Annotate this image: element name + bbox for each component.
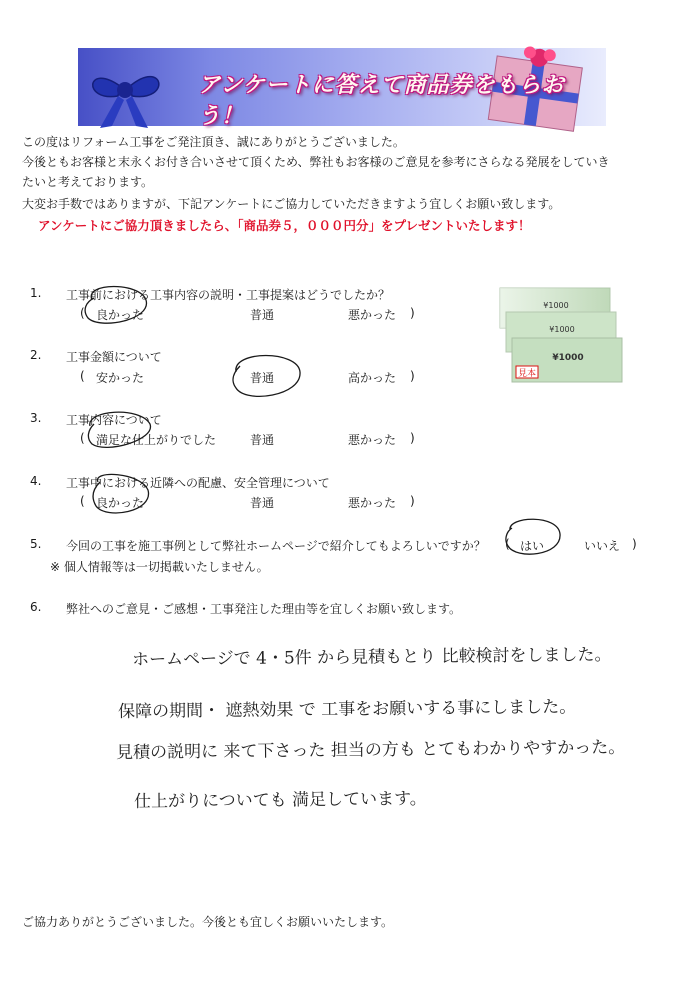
q3-text: 工事内容について bbox=[66, 413, 162, 427]
q3-option-bad[interactable]: 悪かった bbox=[348, 433, 397, 447]
intro-line-1: この度はリフォーム工事をご発注頂き、誠にありがとうございました。 bbox=[22, 135, 405, 149]
q4-option-normal[interactable]: 普通 bbox=[250, 496, 275, 510]
voucher-value-3: ¥1000 bbox=[552, 353, 584, 363]
q1-close-paren: ) bbox=[410, 306, 415, 320]
q2-answer-circle bbox=[233, 356, 300, 397]
q5-answer-circle bbox=[506, 519, 560, 554]
voucher-sample-stamp: 見本 bbox=[517, 369, 537, 379]
q5-number: 5. bbox=[30, 537, 42, 551]
present-notice: アンケートにご協力頂きましたら、「商品券５，０００円分」をプレゼントいたします！ bbox=[38, 218, 531, 233]
comment-line-2: 保障の期間・ 遮熱効果 で 工事をお願いする事にしました。 bbox=[117, 697, 577, 722]
comment-line-1: ホームページで 4・5件 から見積もとり 比較検討をしました。 bbox=[131, 644, 612, 670]
q4-option-bad[interactable]: 悪かった bbox=[348, 496, 397, 510]
q2-option-normal[interactable]: 普通 bbox=[250, 371, 275, 385]
q5-option-yes[interactable]: はい bbox=[520, 539, 545, 553]
q3-open-paren: ( bbox=[80, 431, 85, 445]
q4-text: 工事中における近隣への配慮、安全管理について bbox=[66, 476, 330, 490]
q2-option-cheap[interactable]: 安かった bbox=[96, 371, 145, 385]
q1-text: 工事前における工事内容の説明・工事提案はどうでしたか？ bbox=[66, 288, 391, 302]
q4-number: 4. bbox=[30, 474, 42, 488]
voucher-value-1: ¥1000 bbox=[543, 301, 569, 310]
q2-text: 工事金額について bbox=[66, 350, 162, 364]
q2-open-paren: ( bbox=[80, 369, 85, 383]
q2-number: 2. bbox=[30, 348, 42, 362]
banner-title: アンケートに答えて商品券をもらおう！ bbox=[198, 73, 565, 129]
comment-line-4: 仕上がりについても 満足しています。 bbox=[133, 788, 427, 812]
comment-line-3: 見積の説明に 来て下さった 担当の方も とてもわかりやすかった。 bbox=[115, 737, 626, 763]
q5-text: 今回の工事を施工事例として弊社ホームページで紹介してもよろしいですか？ bbox=[66, 539, 486, 553]
q1-number: 1. bbox=[30, 286, 42, 300]
q3-option-normal[interactable]: 普通 bbox=[250, 433, 275, 447]
q4-close-paren: ) bbox=[410, 494, 415, 508]
q5-privacy-note: ※ 個人情報等は一切掲載いたしません。 bbox=[50, 560, 269, 574]
q5-close-paren: ) bbox=[632, 537, 637, 551]
q1-option-good[interactable]: 良かった bbox=[96, 308, 145, 322]
q5-option-no[interactable]: いいえ bbox=[584, 539, 621, 553]
voucher-value-2: ¥1000 bbox=[549, 325, 575, 334]
intro-line-3: たいと考えております。 bbox=[22, 175, 154, 189]
closing-message: ご協力ありがとうございました。今後とも宜しくお願いいたします。 bbox=[22, 915, 394, 929]
q2-close-paren: ) bbox=[410, 369, 415, 383]
q6-text: 弊社へのご意見・ご感想・工事発注した理由等を宜しくお願い致します。 bbox=[66, 602, 462, 616]
q1-answer-circle bbox=[85, 287, 146, 324]
q5-open-paren: ( bbox=[505, 537, 510, 551]
q4-answer-circle bbox=[93, 474, 148, 513]
q3-number: 3. bbox=[30, 411, 42, 425]
q3-answer-circle bbox=[88, 412, 150, 447]
q6-number: 6. bbox=[30, 600, 42, 614]
q4-open-paren: ( bbox=[80, 494, 85, 508]
q2-option-expensive[interactable]: 高かった bbox=[348, 371, 397, 385]
q1-option-bad[interactable]: 悪かった bbox=[348, 308, 397, 322]
q4-option-good[interactable]: 良かった bbox=[96, 496, 145, 510]
q1-option-normal[interactable]: 普通 bbox=[250, 308, 275, 322]
q3-option-satisfied[interactable]: 満足な仕上がりでした bbox=[96, 433, 217, 447]
q1-open-paren: ( bbox=[80, 306, 85, 320]
intro-line-2: 今後ともお客様と末永くお付き合いさせて頂くため、弊社もお客様のご意見を参考にさらなる発展をしていき bbox=[22, 155, 610, 169]
q3-close-paren: ) bbox=[410, 431, 415, 445]
intro-line-4: 大変お手数ではありますが、下記アンケートにご協力していただきますよう宜しくお願い致します。 bbox=[22, 197, 561, 211]
